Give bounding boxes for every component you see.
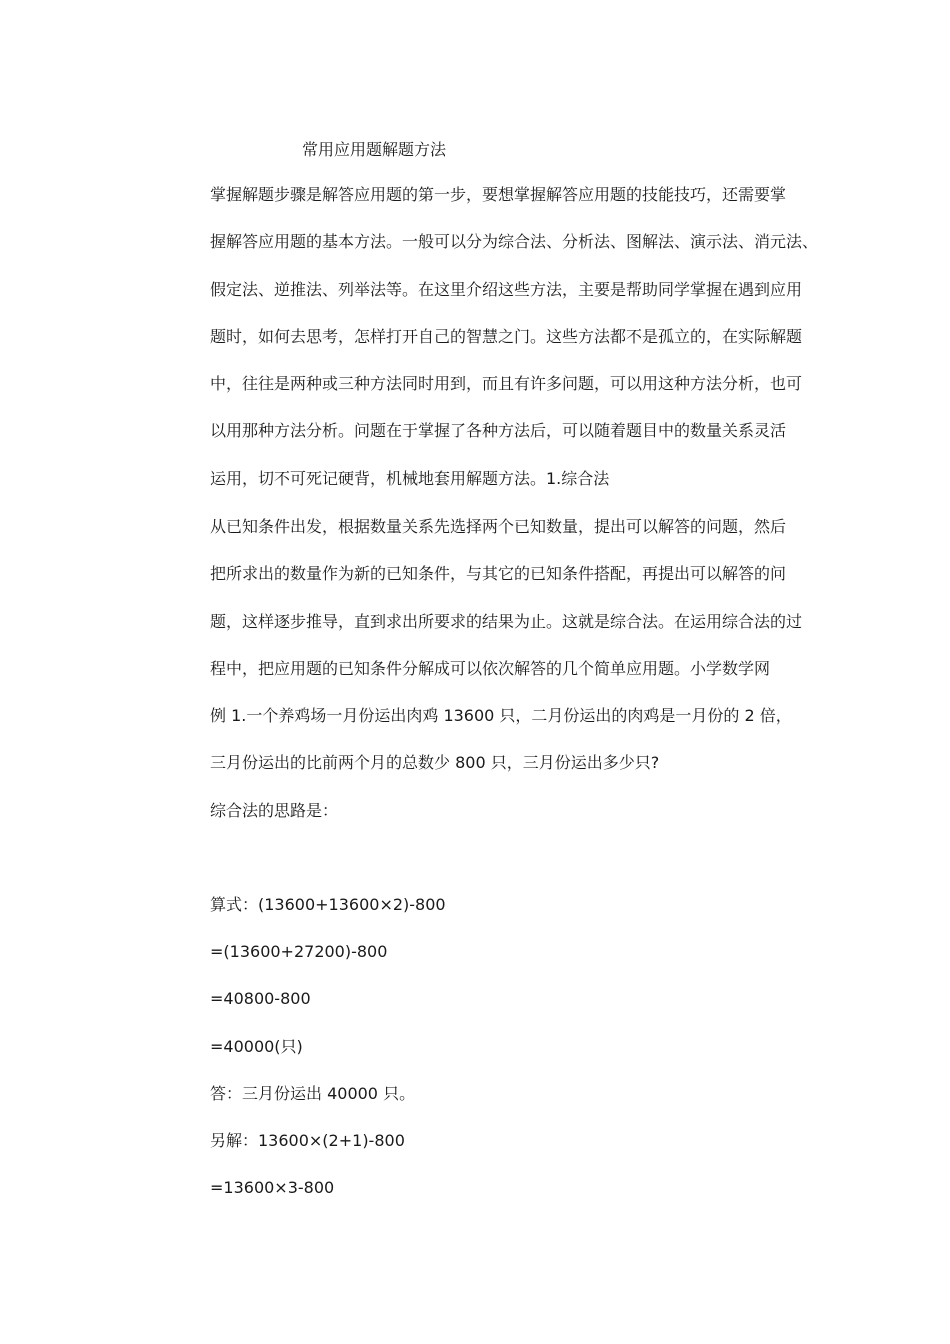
synthesis-method-paragraph [210,516,810,847]
formula-line: =40000(只) [210,1036,303,1056]
text-line: 假定法、逆推法、列举法等。在这里介绍这些方法，主要是帮助同学掌握在遇到应用 [210,279,803,299]
example-line: 例 1.一个养鸡场一月份运出肉鸡 13600 只，二月份运出的肉鸡是一月份的 2 倍， [210,706,792,726]
formula-line: =13600×3-800 [210,1178,335,1198]
text-line: 握解答应用题的基本方法。一般可以分为综合法、分析法、图解法、演示法、消元法、 [210,232,819,252]
text-line: 程中，把应用题的已知条件分解成可以依次解答的几个简单应用题。小学数学网 [210,658,771,678]
text-line: 把所求出的数量作为新的已知条件，与其它的已知条件搭配，再提出可以解答的问 [210,564,787,584]
text-line: 从已知条件出发，根据数量关系先选择两个已知数量，提出可以解答的问题，然后 [210,517,787,536]
formula-line: 算式：(13600+13600×2)-800 [210,895,446,914]
text-line: 题，这样逐步推导，直到求出所要求的结果为止。这就是综合法。在运用综合法的过 [210,611,803,631]
formula-line: =40800-800 [210,989,311,1009]
alternative-solution-line: 另解：13600×(2+1)-800 [210,1130,405,1150]
calculation-block [210,894,810,1224]
formula-line: =(13600+27200)-800 [210,942,388,962]
text-line: 运用，切不可死记硬背，机械地套用解题方法。1.综合法 [210,468,610,488]
intro-paragraph [210,184,819,515]
example-line: 三月份运出的比前两个月的总数少 800 只，三月份运出多少只? [210,753,660,773]
text-line: 掌握解题步骤是解答应用题的第一步，要想掌握解答应用题的技能技巧，还需要掌 [210,185,787,204]
answer-line: 答：三月份运出 40000 只。 [210,1083,416,1103]
text-line: 中，往往是两种或三种方法同时用到，而且有许多问题，可以用这种方法分析，也可 [210,374,803,394]
document-title: 常用应用题解题方法 [302,140,447,159]
approach-label: 综合法的思路是： [210,800,339,820]
text-line: 题时，如何去思考，怎样打开自己的智慧之门。这些方法都不是孤立的，在实际解题 [210,326,803,346]
text-line: 以用那种方法分析。问题在于掌握了各种方法后，可以随着题目中的数量关系灵活 [210,421,787,441]
